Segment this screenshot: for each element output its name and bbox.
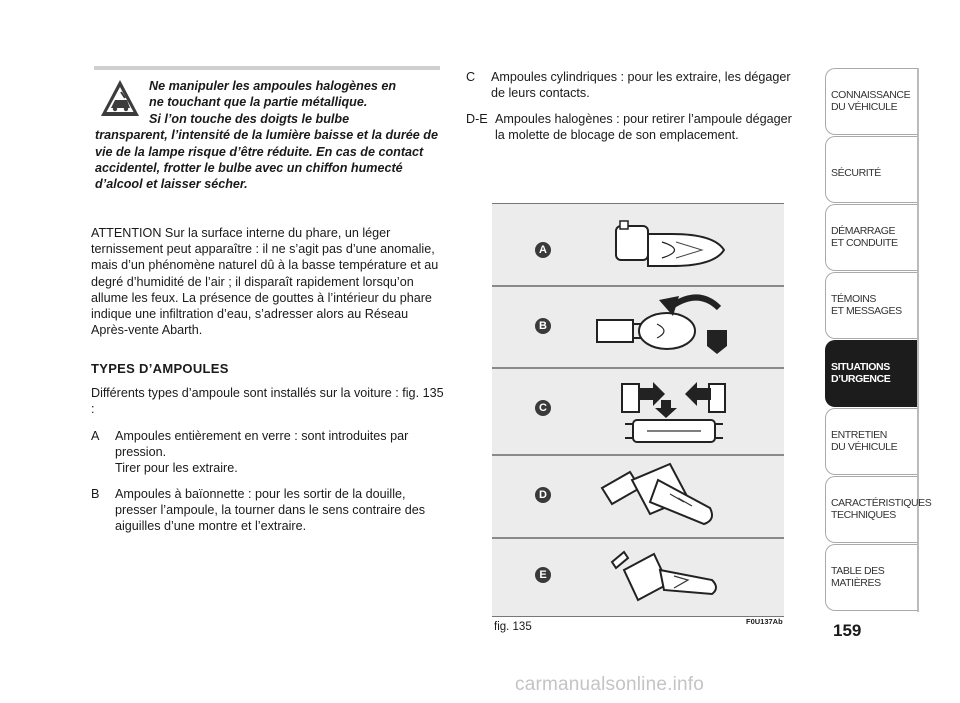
- list-key: C: [466, 70, 476, 84]
- warning-line-3: Si l’on touche des doigts le bulbe: [149, 111, 350, 126]
- tab-demarrage-conduite[interactable]: [825, 204, 917, 271]
- list-key: A: [91, 429, 100, 443]
- list-item-a: [91, 428, 447, 477]
- warning-line-2: ne touchant que la partie métallique.: [149, 95, 368, 110]
- list-item-de: [466, 111, 796, 143]
- wedge-bulb-icon: [602, 216, 742, 278]
- halogen-warning: [95, 78, 445, 193]
- figure-code: F0U137Ab: [746, 617, 783, 626]
- list-item-b: [91, 486, 447, 535]
- marker-a: A: [535, 242, 551, 258]
- figure-separator: [492, 285, 784, 287]
- figure-separator: [492, 367, 784, 369]
- tab-table-matieres[interactable]: [825, 544, 917, 611]
- marker-e: E: [535, 567, 551, 583]
- list-text: Ampoules entièrement en verre : sont introduites par pression.: [115, 429, 409, 460]
- list-item-c: [466, 69, 796, 101]
- figure-caption: fig. 135: [494, 621, 532, 633]
- tab-label: SITUATIONS D’URGENCE: [831, 361, 891, 385]
- page-number: 159: [833, 621, 862, 640]
- festoon-bulb-icon: [617, 372, 737, 454]
- tab-label: SÉCURITÉ: [831, 167, 881, 179]
- list-key: B: [91, 487, 100, 501]
- figure-separator: [492, 454, 784, 456]
- types-intro: Différents types d’ampoule sont installés sur la voiture : fig. 135 :: [91, 386, 444, 417]
- list-text: Tirer pour les extraire.: [115, 461, 238, 476]
- tab-label: CONNAISSANCE DU VÉHICULE: [831, 89, 911, 113]
- tabs-rule: [917, 68, 919, 612]
- list-key: D-E: [466, 112, 488, 126]
- halogen-d-bulb-icon: [592, 458, 732, 538]
- list-text: Ampoules à baïonnette : pour les sortir de la douille, presser l’ampoule, la tourner dans le sens contraire des aiguilles d’une montre et l’extraire.: [115, 487, 426, 534]
- tab-label: TABLE DES MATIÈRES: [831, 565, 885, 589]
- list-text: Ampoules halogènes : pour retirer l’ampoule dégager la molette de blocage de son emplacement.: [495, 112, 792, 143]
- marker-c: C: [535, 400, 551, 416]
- watermark: carmanualsonline.info: [515, 674, 705, 695]
- warning-top-rule: [94, 66, 440, 70]
- tab-temoins-messages[interactable]: [825, 272, 917, 339]
- list-text: Ampoules cylindriques : pour les extraire, les dégager de leurs contacts.: [491, 70, 791, 101]
- tab-entretien-vehicule[interactable]: [825, 408, 917, 475]
- bayonet-bulb-icon: [587, 290, 747, 364]
- tab-situations-urgence[interactable]: [825, 340, 917, 407]
- halogen-e-bulb-icon: [602, 544, 732, 612]
- tab-label: TÉMOINS ET MESSAGES: [831, 293, 902, 317]
- tab-label: ENTRETIEN DU VÉHICULE: [831, 429, 898, 453]
- warning-line-1: Ne manipuler les ampoules halogènes en: [149, 79, 397, 93]
- tab-connaissance-vehicule[interactable]: [825, 68, 917, 135]
- tab-label: CARACTÉRISTIQUES TECHNIQUES: [831, 497, 932, 521]
- marker-b: B: [535, 318, 551, 334]
- bulb-figure: [492, 203, 784, 617]
- attention-paragraph: ATTENTION Sur la surface interne du phare, un léger ternissement peut apparaître : il ne s’agit pas d’une anomalie, mais d’un phénomène naturel dû à la basse température et au degré d’humidité de l’air ; il disparaît rapidement lorsqu’on allume les feux. La présence de gouttes à l’intérieur du phare indique une infiltration d’eau, s’adresser alors au Réseau Après-vente Abarth.: [91, 226, 439, 338]
- marker-d: D: [535, 487, 551, 503]
- tab-caracteristiques-techniques[interactable]: [825, 476, 932, 543]
- tab-label: DÉMARRAGE ET CONDUITE: [831, 225, 898, 249]
- section-heading: TYPES D’AMPOULES: [91, 361, 229, 376]
- tab-securite[interactable]: [825, 136, 917, 203]
- warning-rest: transparent, l’intensité de la lumière baisse et la durée de vie de la lampe risque d’être réduite. En cas de contact accidentel, frotter le bulbe avec un chiffon humecté d’alcool et laisser sécher.: [95, 128, 438, 192]
